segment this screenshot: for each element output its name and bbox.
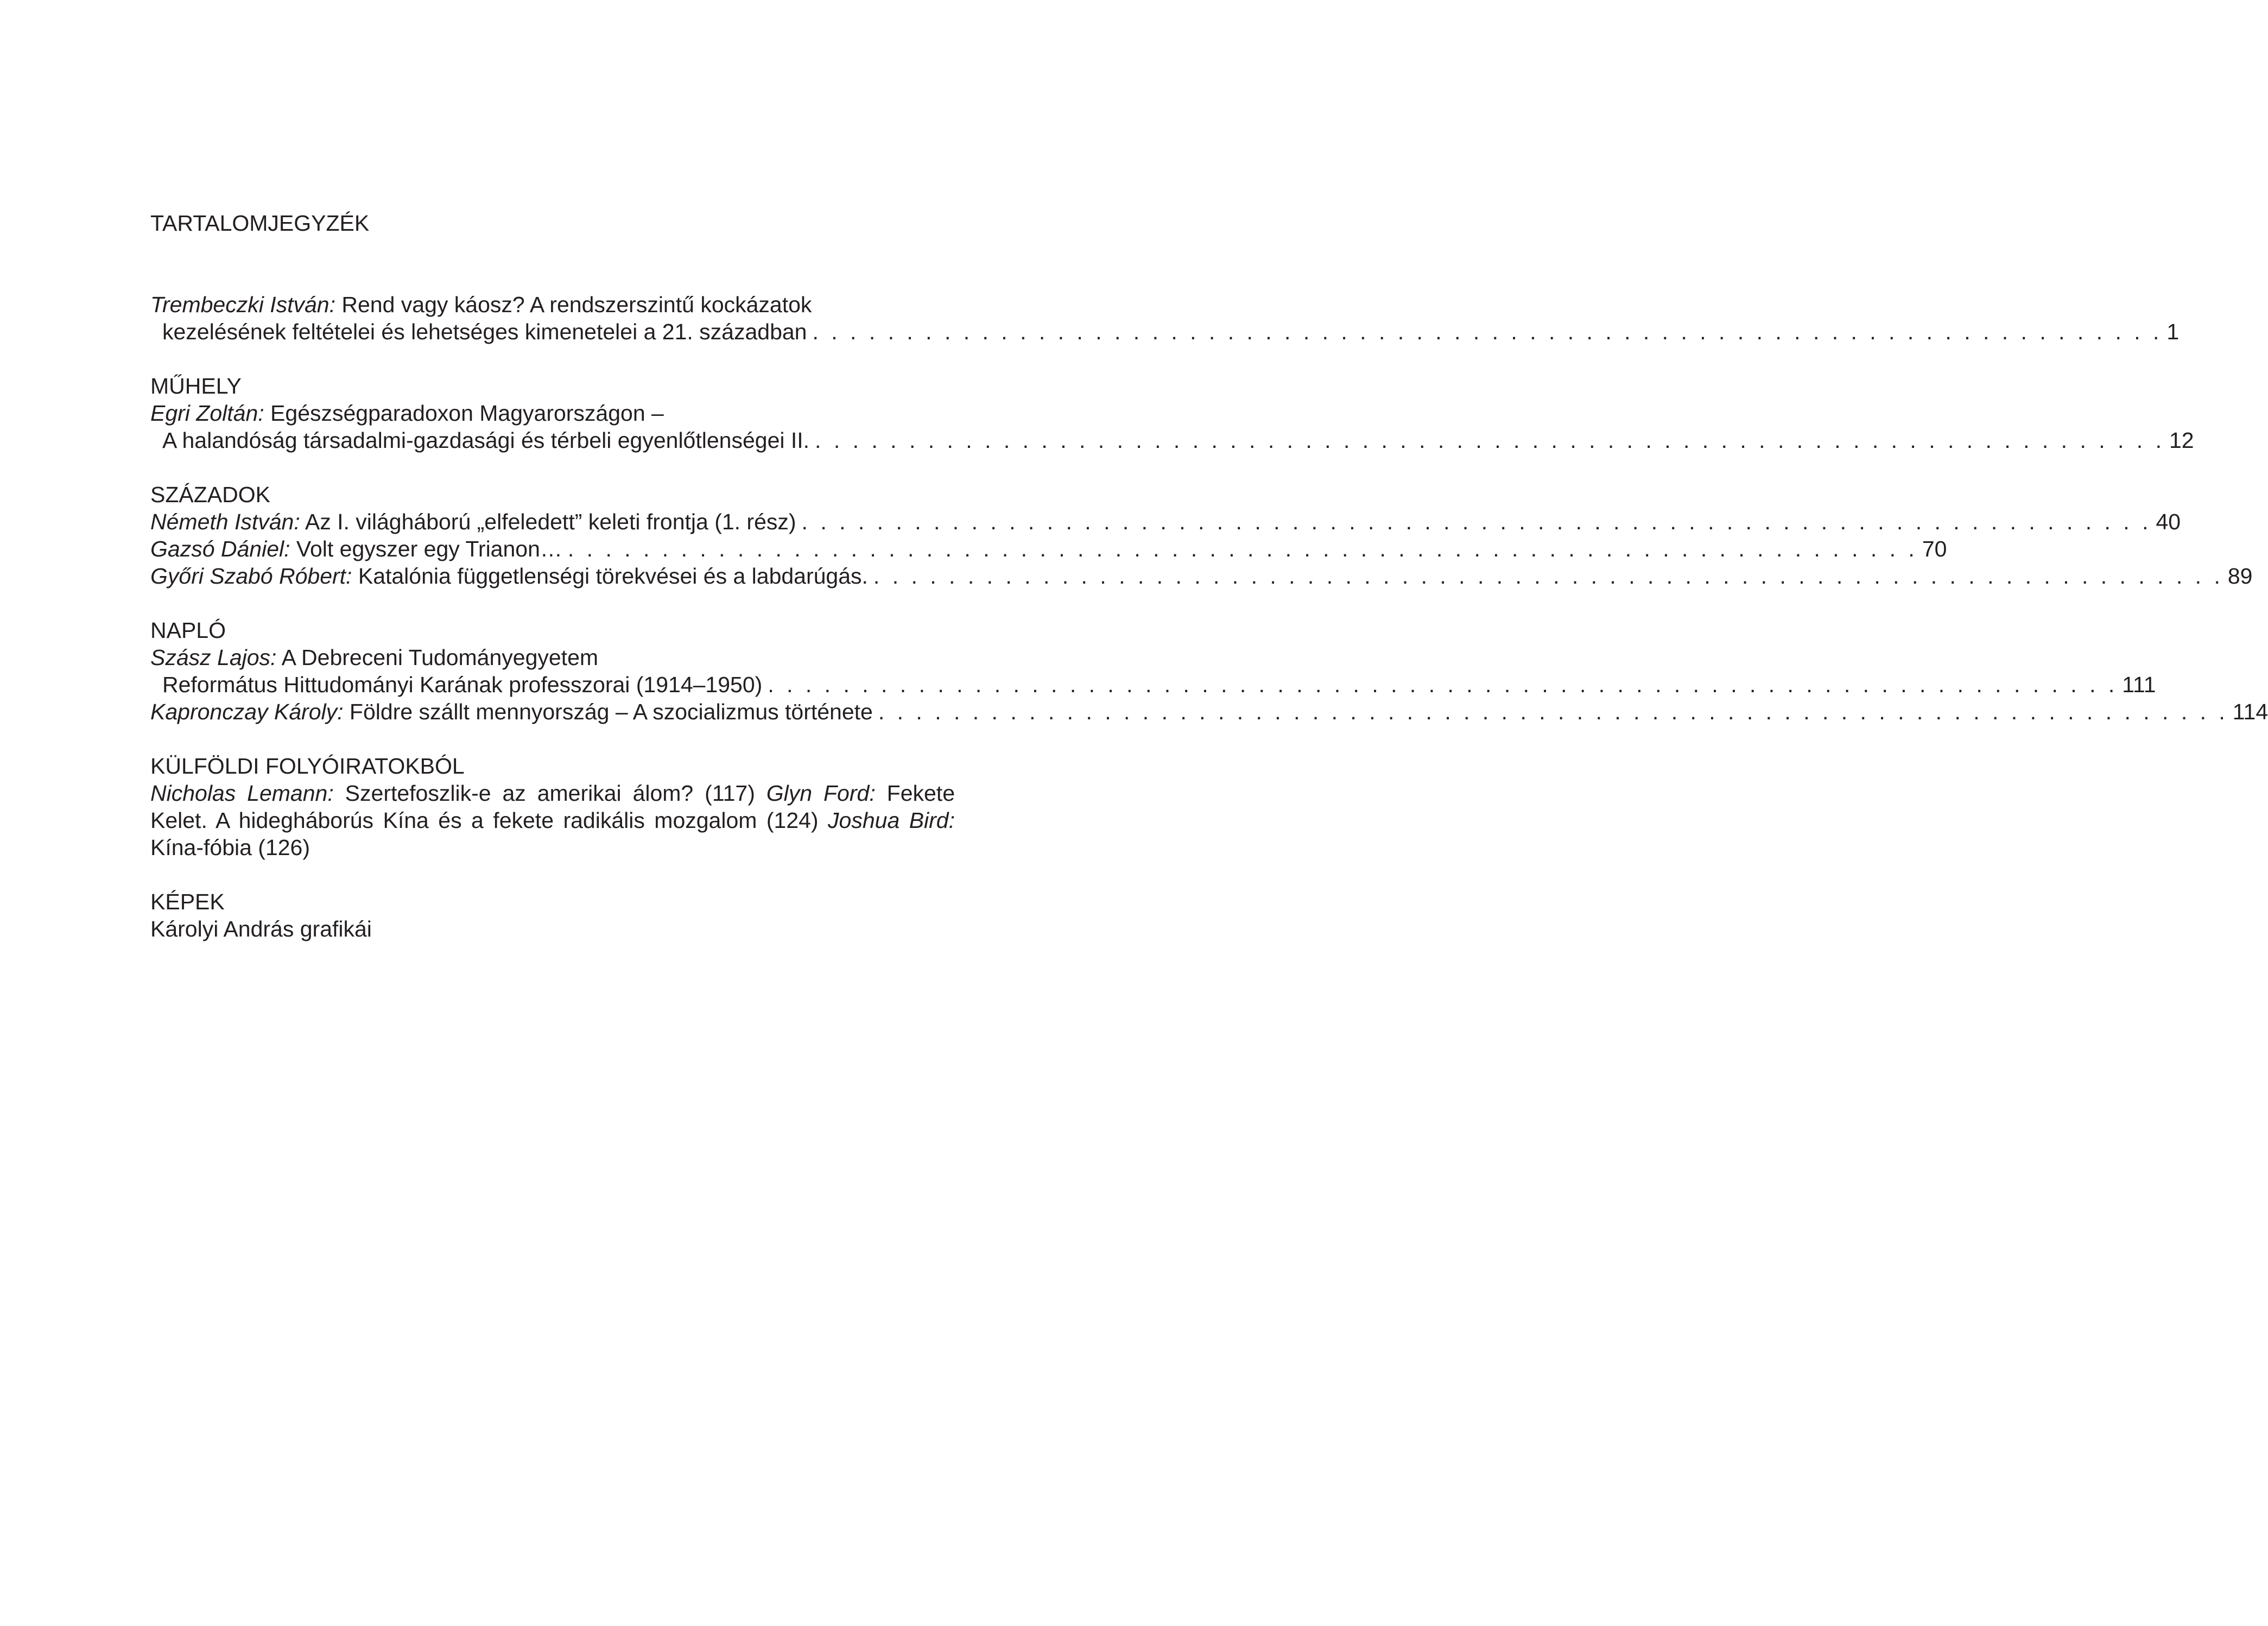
toc-entry-line <box>150 400 955 427</box>
entry-author: Egri Zoltán: <box>150 401 264 426</box>
toc-entry-line <box>150 427 2194 454</box>
page-number: 70 <box>1922 536 1947 561</box>
section-heading: NAPLÓ <box>150 618 226 643</box>
toc-section-kulfoldi <box>150 752 955 861</box>
page-number: 12 <box>2169 428 2194 453</box>
table-of-contents <box>150 210 2268 970</box>
entry-title: Kína-fóbia (126) <box>150 835 311 860</box>
section-heading: KÉPEK <box>150 889 225 914</box>
entry-author: Nicholas Lemann: <box>150 781 334 806</box>
toc-section-naplo <box>150 617 2268 725</box>
dot-leader: . . . . . . . . . . . . . . . . . . . . . . . . . . . . . . . . . . . . . . . . . . . . . . . . . . . . . . . . . . . . . . . . . . . . . . . . <box>873 564 2223 589</box>
entry-title: Egészségparadoxon Magyarországon – <box>264 401 664 426</box>
toc-section-szazadok <box>150 481 2253 590</box>
section-heading: MŰHELY <box>150 374 242 398</box>
page-number: 114 <box>2232 699 2268 724</box>
dot-leader: . . . . . . . . . . . . . . . . . . . . . . . . . . . . . . . . . . . . . . . . . . . . . . . . . . . . . . . . . . . . . . . . . . . . . . . . <box>801 509 2152 534</box>
entry-author: Németh István: <box>150 509 300 534</box>
section-heading: KÜLFÖLDI FOLYÓIRATOKBÓL <box>150 754 465 779</box>
entry-title: A Debreceni Tudományegyetem <box>276 645 599 670</box>
entry-author: Szász Lajos: <box>150 645 277 670</box>
dot-leader: . . . . . . . . . . . . . . . . . . . . . . . . . . . . . . . . . . . . . . . . . . . . . . . . . . . . . . . . . . . . . . . . . . . . . . . . <box>567 536 1918 561</box>
images-credit: Károlyi András grafikái <box>150 916 372 941</box>
dot-leader: . . . . . . . . . . . . . . . . . . . . . . . . . . . . . . . . . . . . . . . . . . . . . . . . . . . . . . . . . . . . . . . . . . . . . . . . <box>812 319 2163 344</box>
toc-entry-line <box>150 644 955 671</box>
toc-entry-line <box>150 535 1947 562</box>
toc-entry-line <box>150 698 2268 725</box>
toc-section-opening <box>150 291 2180 345</box>
entry-text <box>150 535 562 562</box>
section-heading: SZÁZADOK <box>150 482 270 507</box>
toc-entry-line <box>150 562 2253 590</box>
entry-title: Földre szállt mennyország – A szocializmus története <box>343 699 873 724</box>
page-number: 111 <box>2122 672 2156 697</box>
entry-author: Győri Szabó Róbert: <box>150 564 352 589</box>
page-number: 40 <box>2156 509 2181 534</box>
entry-title: Fekete Kelet. A hidegháborús Kína és a fekete radikális mozgalom (124) <box>150 781 955 833</box>
entry-title: Katalónia függetlenségi törekvései és a labdarúgás. <box>352 564 868 589</box>
foreign-journals-paragraph <box>150 780 955 861</box>
dot-leader: . . . . . . . . . . . . . . . . . . . . . . . . . . . . . . . . . . . . . . . . . . . . . . . . . . . . . . . . . . . . . . . . . . . . . . . . <box>815 428 2165 453</box>
toc-entry-line <box>150 291 955 318</box>
entry-title: Rend vagy káosz? A rendszerszintű kockázatok <box>335 292 812 317</box>
entry-title: kezelésének feltételei és lehetséges kimenetelei a 21. században <box>162 319 807 344</box>
page-number: 1 <box>2166 319 2180 344</box>
entry-author: Kapronczay Károly: <box>150 699 344 724</box>
toc-title: TARTALOMJEGYZÉK <box>150 211 370 236</box>
dot-leader: . . . . . . . . . . . . . . . . . . . . . . . . . . . . . . . . . . . . . . . . . . . . . . . . . . . . . . . . . . . . . . . . . . . . . . . . <box>878 699 2228 724</box>
toc-entry-line <box>150 671 2156 698</box>
toc-section-kepek <box>150 888 955 942</box>
toc-entry-line <box>150 508 2181 535</box>
page-number: 89 <box>2227 564 2253 589</box>
entry-text <box>150 562 868 590</box>
entry-title: Volt egyszer egy Trianon… <box>290 536 562 561</box>
entry-title: Szertefoszlik-e az amerikai álom? (117) <box>333 781 766 806</box>
entry-text <box>150 698 873 725</box>
entry-title: Református Hittudományi Karának professzorai (1914–1950) <box>162 672 763 697</box>
entry-title: Az I. világháború „elfeledett” keleti frontja (1. rész) <box>300 509 796 534</box>
entry-author: Joshua Bird: <box>828 808 955 833</box>
entry-author: Trembeczki István: <box>150 292 335 317</box>
toc-section-muhely <box>150 372 2194 454</box>
entry-author: Glyn Ford: <box>766 781 876 806</box>
entry-author: Gazsó Dániel: <box>150 536 290 561</box>
toc-entry-line <box>150 318 2180 345</box>
entry-text <box>150 508 796 535</box>
entry-title: A halandóság társadalmi-gazdasági és térbeli egyenlőtlenségei II. <box>162 428 810 453</box>
dot-leader: . . . . . . . . . . . . . . . . . . . . . . . . . . . . . . . . . . . . . . . . . . . . . . . . . . . . . . . . . . . . . . . . . . . . . . . . <box>768 672 2118 697</box>
